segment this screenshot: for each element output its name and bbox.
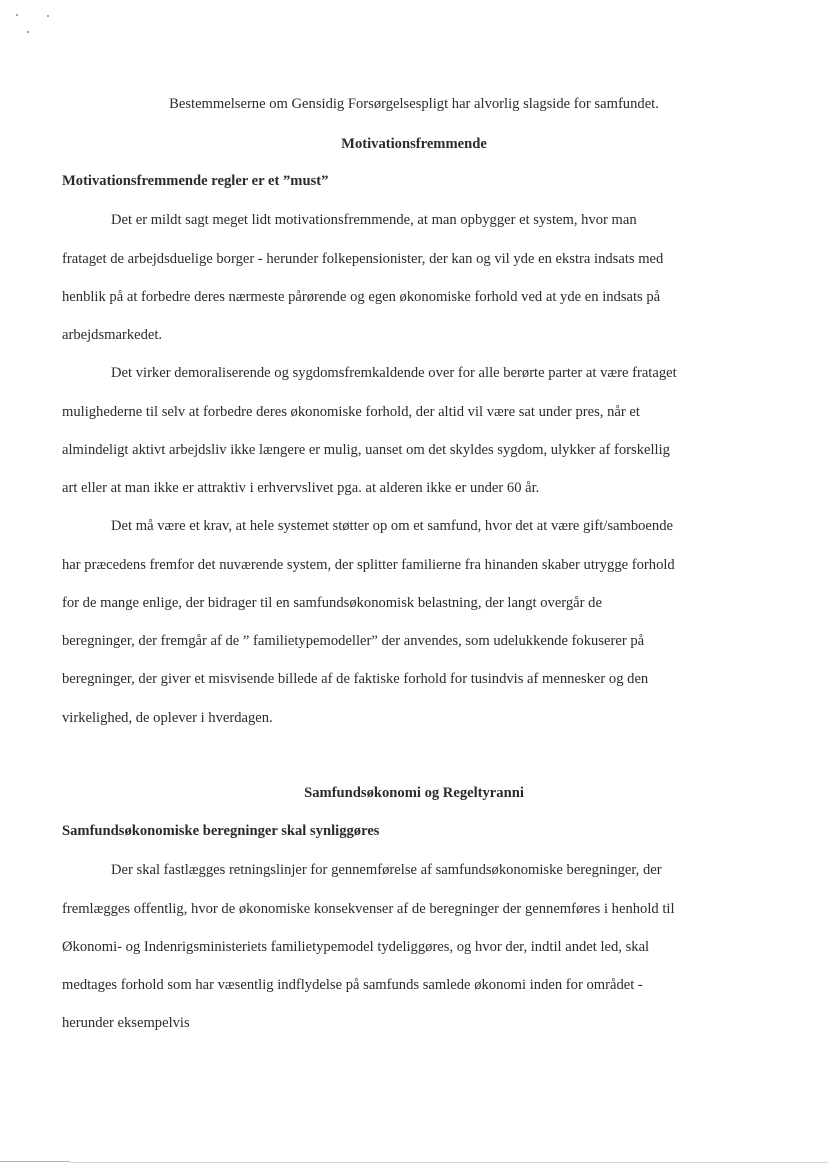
paragraph-line: Der skal fastlægges retningslinjer for gennemførelse af samfundsøkonomiske beregninger, der xyxy=(111,862,662,878)
paragraph-line: Det virker demoraliserende og sygdomsfremkaldende over for alle berørte parter at være frataget xyxy=(111,365,677,381)
paragraph-line: beregninger, der giver et misvisende billede af de faktiske forhold for tusindvis af mennesker og den xyxy=(62,671,649,687)
section-heading-motivation: Motivationsfremmende xyxy=(341,136,487,152)
scan-speck xyxy=(27,31,29,33)
paragraph-line: har præcedens fremfor det nuværende system, der splitter familierne fra hinanden skaber utrygge forhold xyxy=(62,557,675,573)
bottom-edge-line xyxy=(0,1161,70,1162)
paragraph-line: fremlægges offentlig, hvor de økonomiske konsekvenser af de beregninger der gennemføres i henhold til xyxy=(62,901,675,917)
paragraph-line: art eller at man ikke er attraktiv i erhvervslivet pga. at alderen ikke er under 60 år. xyxy=(62,480,540,496)
paragraph-line: henblik på at forbedre deres nærmeste pårørende og egen økonomiske forhold ved at yde en indsats på xyxy=(62,289,661,305)
paragraph-line: for de mange enlige, der bidrager til en samfundsøkonomisk belastning, der langt overgår de xyxy=(62,595,602,611)
section-heading-economy: Samfundsøkonomi og Regeltyranni xyxy=(304,785,524,801)
paragraph-line: Økonomi- og Indenrigsministeriets familietypemodel tydeliggøres, og hvor der, indtil andet led, skal xyxy=(62,939,650,955)
scan-speck xyxy=(47,15,49,17)
scan-speck xyxy=(16,14,18,16)
bottom-edge-line xyxy=(70,1162,828,1163)
paragraph-line: Det må være et krav, at hele systemet støtter op om et samfund, hvor det at være gift/samboende xyxy=(111,518,673,534)
paragraph-line: beregninger, der fremgår af de ” familietypemodeller” der anvendes, som udelukkende fokuserer på xyxy=(62,633,645,649)
subheading-economic-calculations: Samfundsøkonomiske beregninger skal synliggøres xyxy=(62,823,380,839)
paragraph-line: arbejdsmarkedet. xyxy=(62,327,163,343)
paragraph-line: frataget de arbejdsduelige borger - herunder folkepensionister, der kan og vil yde en ekstra indsats med xyxy=(62,251,664,267)
paragraph-line: almindeligt aktivt arbejdsliv ikke længere er mulig, uanset om det skyldes sygdom, ulykker af forskellig xyxy=(62,442,670,458)
paragraph-line: mulighederne til selv at forbedre deres økonomiske forhold, der altid vil være sat under pres, når et xyxy=(62,404,640,420)
paragraph-line: virkelighed, de oplever i hverdagen. xyxy=(62,710,273,726)
paragraph-line: herunder eksempelvis xyxy=(62,1015,190,1031)
subheading-motivation-rules: Motivationsfremmende regler er et ”must” xyxy=(62,173,329,189)
paragraph-line: medtages forhold som har væsentlig indflydelse på samfunds samlede økonomi inden for området - xyxy=(62,977,643,993)
intro-line: Bestemmelserne om Gensidig Forsørgelsespligt har alvorlig slagside for samfundet. xyxy=(169,96,659,112)
paragraph-line: Det er mildt sagt meget lidt motivationsfremmende, at man opbygger et system, hvor man xyxy=(111,212,637,228)
